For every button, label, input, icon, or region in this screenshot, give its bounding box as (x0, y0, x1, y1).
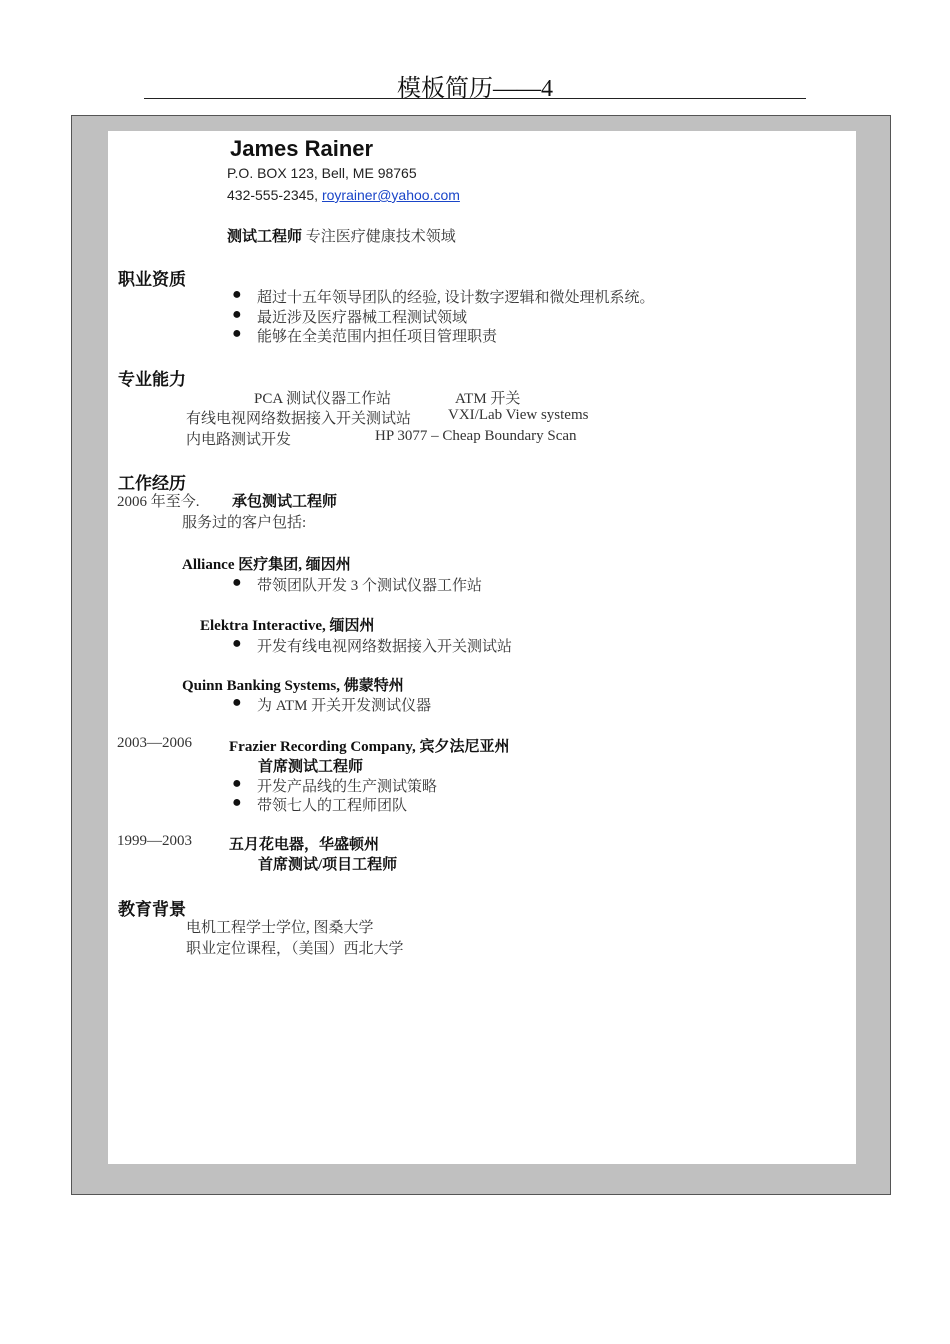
bullet-icon: ● (232, 325, 242, 342)
bullet-icon: ● (232, 635, 242, 652)
job-dates: 2006 年至今. (117, 494, 200, 510)
experience-heading: 工作经历 (118, 474, 186, 493)
phone-number: 432-555-2345, (227, 187, 319, 203)
job-detail: 开发产品线的生产测试策略 (257, 779, 438, 795)
bullet-icon: ● (232, 574, 242, 591)
company-name: 五月花电器，华盛顿州 (229, 837, 380, 853)
qualification-item: 能够在全美范围内担任项目管理职责 (257, 329, 498, 345)
role-line (227, 225, 456, 246)
job-title: 首席测试工程师 (258, 759, 364, 775)
skills-heading: 专业能力 (118, 370, 186, 389)
education-heading: 教育背景 (118, 900, 186, 919)
job-detail: 带领七人的工程师团队 (257, 798, 408, 814)
page-title: 模板简历——4 (397, 76, 553, 102)
email-link[interactable]: royrainer@yahoo.com (321, 187, 460, 203)
job-dates: 2003—2006 (117, 735, 192, 751)
education-item: 电机工程学士学位, 图桑大学 (186, 920, 374, 936)
qualifications-heading: 职业资质 (118, 270, 186, 289)
bullet-icon: ● (232, 775, 242, 792)
qualification-item: 最近涉及医疗器械工程测试领域 (257, 310, 468, 326)
role-title: 测试工程师 (227, 229, 303, 245)
qualification-item: 超过十五年领导团队的经验, 设计数字逻辑和微处理机系统。 (257, 290, 655, 306)
role-note: 专注医疗健康技术领域 (305, 229, 456, 245)
phone-email-line (227, 187, 460, 203)
skill-item: ATM 开关 (455, 391, 521, 407)
bullet-icon: ● (232, 286, 242, 303)
company-name: Frazier Recording Company, 宾夕法尼亚州 (229, 739, 510, 755)
client-name: Elektra Interactive, 缅因州 (200, 618, 375, 634)
clients-intro: 服务过的客户包括: (182, 515, 307, 531)
skill-item: PCA 测试仪器工作站 (254, 391, 392, 407)
education-item: 职业定位课程，（美国）西北大学 (186, 941, 404, 957)
skill-item: 内电路测试开发 (186, 432, 292, 448)
candidate-name: James Rainer (230, 136, 374, 161)
bullet-icon: ● (232, 694, 242, 711)
client-name: Quinn Banking Systems, 佛蒙特州 (182, 678, 404, 694)
bullet-icon: ● (232, 794, 242, 811)
client-detail: 开发有线电视网络数据接入开关测试站 (257, 639, 513, 655)
client-name: Alliance 医疗集团, 缅因州 (182, 557, 351, 573)
job-title: 承包测试工程师 (232, 494, 338, 510)
skill-item: VXI/Lab View systems (448, 407, 589, 423)
skill-item: HP 3077 – Cheap Boundary Scan (375, 428, 577, 444)
client-detail: 带领团队开发 3 个测试仪器工作站 (257, 578, 483, 594)
job-dates: 1999—2003 (117, 833, 192, 849)
skill-item: 有线电视网络数据接入开关测试站 (186, 411, 412, 427)
title-divider (144, 98, 806, 99)
bullet-icon: ● (232, 306, 242, 323)
address-line: P.O. BOX 123, Bell, ME 98765 (227, 165, 417, 181)
client-detail: 为 ATM 开关开发测试仪器 (257, 698, 432, 714)
job-title: 首席测试/项目工程师 (258, 857, 398, 873)
